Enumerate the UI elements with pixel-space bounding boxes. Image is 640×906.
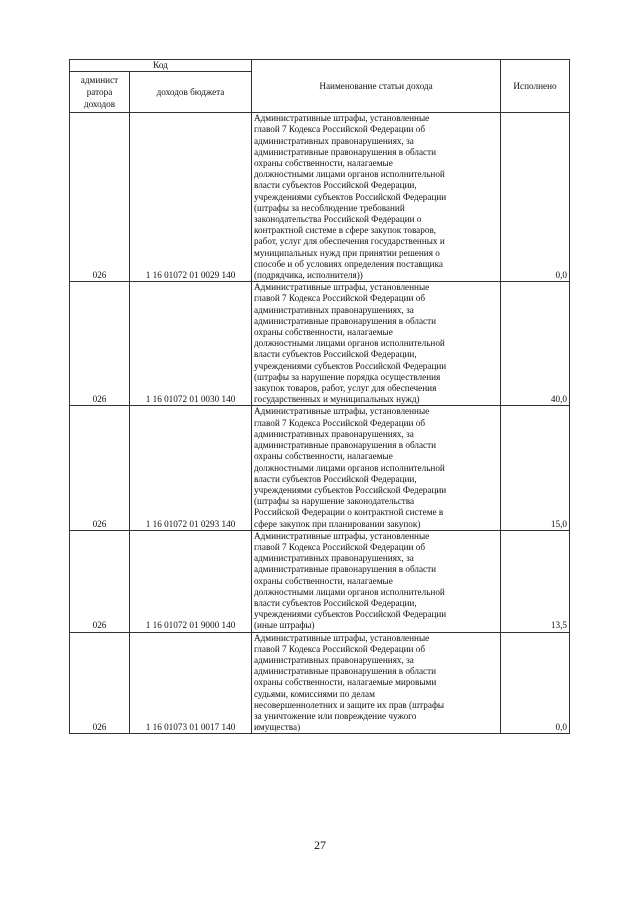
income-name-line: должностными лицами органов исполнительной	[254, 462, 445, 473]
table-row	[70, 530, 570, 632]
income-name-line: главой 7 Кодекса Российской Федерации об	[254, 417, 426, 428]
income-name-line: муниципальных нужд при принятии решения о	[254, 247, 440, 258]
executed-amount-cell: 40,0	[501, 282, 570, 406]
income-name-line: власти субъектов Российской Федерации,	[254, 473, 417, 484]
income-name-cell	[252, 406, 501, 530]
header-admin-line: админист	[80, 75, 119, 86]
income-name-line: (подрядчика, исполнителя))	[254, 270, 363, 281]
income-name-line: Административные штрафы, установленные	[254, 282, 430, 293]
table-body	[70, 113, 570, 734]
income-name-line: контрактной системе в сфере закупок товаров,	[254, 225, 437, 236]
table-row	[70, 282, 570, 406]
header-admin-line: доходов	[83, 99, 116, 110]
income-name-cell	[252, 632, 501, 734]
header-row-top	[70, 60, 570, 72]
table-row	[70, 113, 570, 282]
header-admin	[70, 72, 130, 113]
income-name-line: должностными лицами органов исполнительной	[254, 169, 445, 180]
income-name-line: работ, услуг для обеспечения государственных и	[254, 236, 445, 247]
income-code-cell: 1 16 01072 01 0030 140	[130, 282, 252, 406]
income-name-line: административных правонарушениях, за	[254, 135, 414, 146]
income-name-line: Административные штрафы, установленные	[254, 632, 430, 643]
header-income: доходов бюджета	[130, 72, 252, 113]
income-name-line: охраны собственности, налагаемые мировыми	[254, 677, 437, 688]
income-name-line: (штрафы за несоблюдение требований	[254, 202, 405, 213]
income-name-line: Административные штрафы, установленные	[254, 113, 430, 124]
income-code-cell: 1 16 01072 01 9000 140	[130, 530, 252, 632]
table-row	[70, 632, 570, 734]
income-code-cell: 1 16 01073 01 0017 140	[130, 632, 252, 734]
income-name-line: административные правонарушения в области	[254, 315, 437, 326]
income-name-line: Российской Федерации о контрактной системе в	[254, 507, 444, 518]
income-name-line: учреждениями субъектов Российской Федерации	[254, 191, 447, 202]
income-name-line: государственных и муниципальных нужд)	[254, 394, 420, 405]
income-name-cell	[252, 113, 501, 282]
admin-code-cell: 026	[70, 282, 130, 406]
income-code-cell: 1 16 01072 01 0293 140	[130, 406, 252, 530]
table-row	[70, 406, 570, 530]
admin-code-cell: 026	[70, 113, 130, 282]
income-name-line: должностными лицами органов исполнительной	[254, 338, 445, 349]
income-name-line: административные правонарушения в области	[254, 666, 437, 677]
income-name-cell	[252, 530, 501, 632]
income-code-cell: 1 16 01072 01 0029 140	[130, 113, 252, 282]
executed-amount-cell: 13,5	[501, 530, 570, 632]
income-name-line: административных правонарушениях, за	[254, 304, 414, 315]
income-name-line: Административные штрафы, установленные	[254, 406, 430, 417]
income-name-line: (штрафы за нарушение порядка осуществления	[254, 371, 441, 382]
executed-amount-cell: 15,0	[501, 406, 570, 530]
income-name-line: власти субъектов Российской Федерации,	[254, 349, 417, 360]
header-name: Наименование статьи дохода	[252, 60, 501, 113]
income-name-line: охраны собственности, налагаемые	[254, 451, 393, 462]
income-name-line: несовершеннолетних и защите их прав (штрафы	[254, 699, 445, 710]
admin-code-cell: 026	[70, 406, 130, 530]
income-name-line: (штрафы за нарушение законодательства	[254, 496, 415, 507]
header-code: Код	[70, 60, 252, 72]
executed-amount-cell: 0,0	[501, 113, 570, 282]
income-name-line: законодательства Российской Федерации о	[254, 214, 422, 225]
income-name-line: судьями, комиссиями по делам	[254, 688, 375, 699]
income-name-line: учреждениями субъектов Российской Федерации	[254, 484, 447, 495]
income-name-line: административных правонарушениях, за	[254, 428, 414, 439]
income-name-line: способе и об условиях определения поставщика	[254, 258, 444, 269]
income-name-line: учреждениями субъектов Российской Федерации	[254, 609, 447, 620]
income-name-line: Административные штрафы, установленные	[254, 530, 430, 541]
income-name-line: главой 7 Кодекса Российской Федерации об	[254, 643, 426, 654]
page-number: 27	[314, 838, 326, 852]
income-name-line: власти субъектов Российской Федерации,	[254, 597, 417, 608]
admin-code-cell: 026	[70, 530, 130, 632]
income-name-line: должностными лицами органов исполнительной	[254, 586, 445, 597]
income-name-line: имущества)	[254, 722, 301, 733]
executed-amount-cell: 0,0	[501, 632, 570, 734]
header-done: Исполнено	[501, 60, 570, 113]
income-name-line: административных правонарушениях, за	[254, 553, 414, 564]
income-name-line: сфере закупок при планировании закупок)	[254, 518, 421, 529]
admin-code-cell: 026	[70, 632, 130, 734]
income-name-line: охраны собственности, налагаемые	[254, 575, 393, 586]
income-name-line: главой 7 Кодекса Российской Федерации об	[254, 124, 426, 135]
income-name-line: за уничтожение или повреждение чужого	[254, 710, 417, 721]
income-name-line: закупок товаров, работ, услуг для обеспечения	[254, 383, 437, 394]
income-name-cell	[252, 282, 501, 406]
income-name-line: охраны собственности, налагаемые	[254, 158, 393, 169]
header-admin-line: ратора	[86, 87, 113, 98]
income-name-line: учреждениями субъектов Российской Федерации	[254, 360, 447, 371]
income-name-line: власти субъектов Российской Федерации,	[254, 180, 417, 191]
income-name-line: (иные штрафы)	[254, 620, 315, 631]
budget-income-table	[69, 59, 570, 734]
income-name-line: охраны собственности, налагаемые	[254, 327, 393, 338]
income-name-line: административных правонарушениях, за	[254, 654, 414, 665]
income-name-line: административные правонарушения в области	[254, 440, 437, 451]
income-name-line: административные правонарушения в области	[254, 564, 437, 575]
income-name-line: главой 7 Кодекса Российской Федерации об	[254, 293, 426, 304]
income-name-line: главой 7 Кодекса Российской Федерации об	[254, 541, 426, 552]
income-name-line: административные правонарушения в области	[254, 146, 437, 157]
